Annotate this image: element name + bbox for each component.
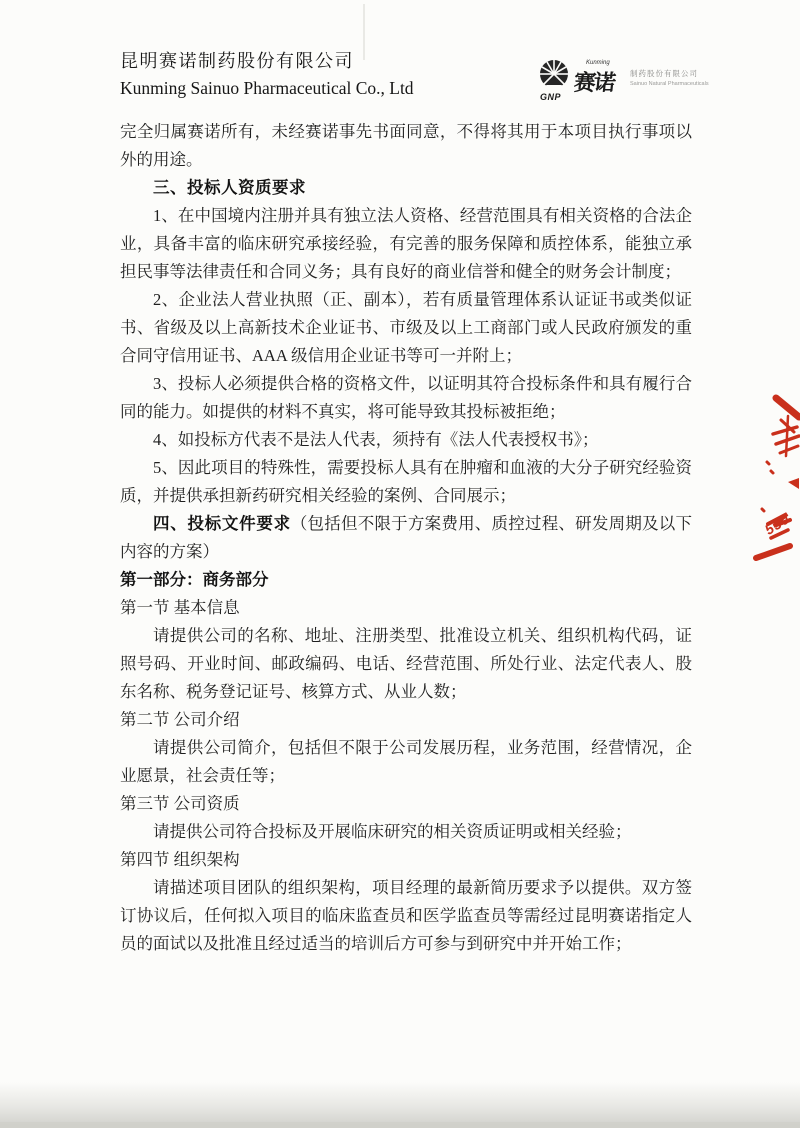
company-name-en: Kunming Sainuo Pharmaceutical Co., Ltd <box>120 78 414 98</box>
company-logo <box>538 56 708 112</box>
section-4-heading <box>120 510 692 566</box>
section-3-heading: 三、投标人资质要求 <box>153 178 306 197</box>
part-1-title: 第一部分：商务部分 <box>120 570 269 589</box>
requirement-item-1: 1、在中国境内注册并具有独立法人资格、经营范围具有相关资格的合法企业，具备丰富的临床研究承接经验，有完善的服务保障和质控体系，能独立承担民事等法律责任和合同义务；具有良好的商业信誉和健全的财务会计制度； <box>120 206 692 281</box>
red-stamp <box>738 392 800 564</box>
document-body <box>120 118 692 958</box>
requirement-item-3: 3、投标人必须提供合格的资格文件，以证明其符合投标条件和具有履行合同的能力。如提供的材料不真实，将可能导致其投标被拒绝； <box>120 374 692 421</box>
company-name-cn: 昆明赛诺制药股份有限公司 <box>120 51 354 71</box>
subsection-2-heading: 第二节 公司介绍 <box>120 710 240 729</box>
logo-subtitle <box>630 68 710 87</box>
subsection-4-heading: 第四节 组织架构 <box>120 850 240 869</box>
subsection-2-body: 请提供公司简介，包括但不限于公司发展历程，业务范围，经营情况，企业愿景，社会责任等； <box>120 738 692 785</box>
stamp-number: 530 <box>761 510 793 538</box>
logo-brand <box>574 62 626 102</box>
requirement-item-5: 5、因此项目的特殊性，需要投标人具有在肿瘤和血液的大分子研究经验资质，并提供承担新药研究相关经验的案例、合同展示； <box>120 458 692 505</box>
section-4-title-note: （包括但不限于方案费用、质控过程、研发周期及以下内容的方案） <box>120 514 693 561</box>
subsection-3-body: 请提供公司符合投标及开展临床研究的相关资质证明或相关经验； <box>153 822 632 841</box>
logo-subtitle-cn: 制药股份有限公司 <box>630 69 698 78</box>
requirement-item-4: 4、如投标方代表不是法人代表，须持有《法人代表授权书》； <box>153 430 599 449</box>
logo-gnp-text: GNP <box>540 92 562 102</box>
logo-brand-cn: 赛诺 <box>572 70 616 95</box>
logo-kunming-text: Kunming <box>586 60 610 66</box>
requirement-item-2: 2、企业法人营业执照（正、副本），若有质量管理体系认证证书或类似证书、省级及以上高新技术企业证书、市级及以上工商部门或人民政府颁发的重合同守信用证书、AAA 级信用企业证书等可一并附上； <box>120 290 692 365</box>
red-stamp-strokes <box>738 392 800 564</box>
logo-subtitle-en: Sainuo Natural Pharmaceuticals <box>630 81 709 87</box>
scan-bottom-shadow <box>0 1082 800 1128</box>
subsection-3-heading: 第三节 公司资质 <box>120 794 240 813</box>
intro-paragraph: 完全归属赛诺所有，未经赛诺事先书面同意，不得将其用于本项目执行事项以外的用途。 <box>120 122 692 169</box>
subsection-4-body: 请描述项目团队的组织架构，项目经理的最新简历要求予以提供。双方签订协议后，任何拟入项目的临床监查员和医学监查员等需经过昆明赛诺指定人员的面试以及批准且经过适当的培训后方可参与到研究中并开始工作； <box>120 878 692 953</box>
section-4-title: 四、投标文件要求 <box>153 514 291 533</box>
subsection-1-body: 请提供公司的名称、地址、注册类型、批准设立机关、组织机构代码，证照号码、开业时间、邮政编码、电话、经营范围、所处行业、法定代表人、股东名称、税务登记证号、核算方式、从业人数； <box>120 626 692 701</box>
subsection-1-heading: 第一节 基本信息 <box>120 598 240 617</box>
